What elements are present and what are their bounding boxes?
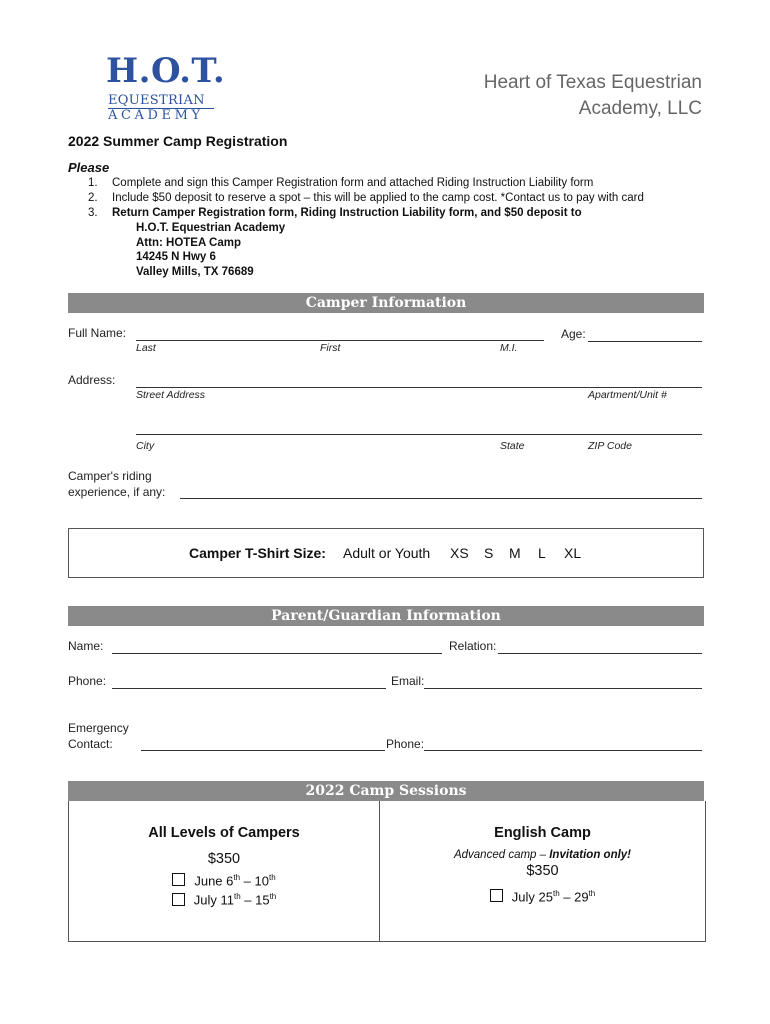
- full-name-field[interactable]: [136, 340, 544, 341]
- instruction-text: Complete and sign this Camper Registration form and attached Riding Instruction Liability form: [112, 177, 594, 189]
- instructions-list: [88, 176, 644, 221]
- riding-experience-field[interactable]: [180, 498, 702, 499]
- tshirt-group-label: Adult or Youth: [343, 545, 431, 561]
- checkbox[interactable]: [172, 893, 185, 906]
- instruction-number: 2.: [88, 192, 98, 204]
- relation-field[interactable]: [498, 653, 702, 654]
- english-camp-price: $350: [526, 863, 559, 879]
- session-date: July 11: [193, 892, 234, 908]
- city-caption: City: [136, 440, 155, 452]
- session-date: June 6: [194, 873, 234, 889]
- parent-phone-label: Phone:: [68, 674, 107, 688]
- session-option-english-july[interactable]: [380, 889, 705, 904]
- full-name-label: Full Name:: [68, 326, 127, 340]
- all-levels-price: $350: [207, 851, 241, 867]
- email-field[interactable]: [424, 688, 702, 689]
- instruction-text: Include $50 deposit to reserve a spot – this will be applied to the camp cost. *Contact us to pay with card: [112, 192, 644, 204]
- camper-info-heading: Camper Information: [68, 293, 704, 313]
- logo-equestrian-text: EQUESTRIAN: [108, 93, 205, 108]
- tshirt-size-xl[interactable]: XL: [564, 545, 582, 561]
- session-date-end: – 29: [559, 889, 589, 905]
- tshirt-size-xs[interactable]: XS: [450, 545, 469, 561]
- emergency-contact-label: [68, 720, 129, 752]
- emergency-phone-field[interactable]: [424, 750, 702, 751]
- logo-hot-text: H.O.T.: [106, 51, 226, 91]
- instruction-number: 3.: [88, 207, 98, 219]
- emergency-contact-field[interactable]: [141, 750, 385, 751]
- riding-experience-line2: experience, if any:: [68, 485, 166, 499]
- ordinal-suffix: th: [588, 889, 596, 898]
- all-levels-column: [69, 801, 379, 908]
- instruction-number: 1.: [88, 177, 98, 189]
- first-name-caption: First: [320, 342, 341, 354]
- instruction-item: [88, 206, 644, 221]
- ordinal-suffix: th: [268, 873, 276, 882]
- last-name-caption: Last: [136, 342, 156, 354]
- ordinal-suffix: th: [269, 892, 277, 902]
- address-line: 14245 N Hwy 6: [136, 251, 216, 263]
- apartment-caption: Apartment/Unit #: [588, 389, 667, 401]
- instruction-item: [88, 176, 644, 191]
- tshirt-size-s[interactable]: S: [484, 545, 494, 561]
- parent-name-label: Name:: [68, 639, 104, 653]
- street-address-field[interactable]: [136, 387, 702, 388]
- company-name-line2: Academy, LLC: [578, 98, 702, 119]
- session-option-june[interactable]: [69, 873, 379, 888]
- emergency-phone-label: Phone:: [386, 737, 425, 751]
- address-line: Attn: HOTEA Camp: [136, 236, 241, 249]
- checkbox[interactable]: [172, 873, 185, 886]
- address-line: H.O.T. Equestrian Academy: [136, 222, 286, 234]
- english-camp-note-plain: Advanced camp –: [453, 849, 550, 861]
- ordinal-suffix: th: [233, 892, 241, 902]
- english-camp-title: English Camp: [494, 825, 591, 841]
- age-label: Age:: [561, 327, 586, 341]
- ordinal-suffix: th: [552, 889, 560, 898]
- riding-experience-label: [68, 468, 165, 500]
- company-name: [402, 70, 702, 122]
- instruction-item: [88, 191, 644, 206]
- parent-name-field[interactable]: [112, 653, 442, 654]
- instruction-text: Return Camper Registration form, Riding Instruction Liability form, and $50 deposit to: [112, 207, 582, 219]
- mailing-address: [136, 221, 285, 279]
- city-state-zip-field[interactable]: [136, 434, 702, 435]
- address-label: Address:: [68, 373, 116, 387]
- english-camp-column: [380, 801, 705, 904]
- english-camp-note: [380, 849, 705, 861]
- zip-caption: ZIP Code: [588, 440, 632, 452]
- hot-logo: [106, 51, 226, 126]
- all-levels-title: All Levels of Campers: [148, 825, 300, 841]
- please-label: Please: [68, 160, 110, 175]
- tshirt-size-box: [68, 528, 704, 578]
- english-camp-note-bold: Invitation only!: [549, 849, 632, 861]
- emergency-contact-line1: Emergency: [68, 721, 129, 735]
- address-line: Valley Mills, TX 76689: [136, 265, 254, 278]
- tshirt-size-label: Camper T-Shirt Size:: [189, 545, 326, 561]
- tshirt-size-l[interactable]: L: [538, 545, 546, 561]
- street-address-caption: Street Address: [136, 389, 206, 401]
- checkbox[interactable]: [490, 889, 503, 902]
- age-field[interactable]: [588, 341, 702, 342]
- session-date-end: – 15: [240, 892, 270, 908]
- session-date: July 25: [511, 889, 553, 905]
- tshirt-size-m[interactable]: M: [509, 545, 521, 561]
- camp-sessions-table: [68, 801, 706, 942]
- session-date-end: – 10: [240, 873, 269, 889]
- middle-initial-caption: M.I.: [500, 342, 518, 354]
- session-option-july[interactable]: [69, 892, 379, 907]
- email-label: Email:: [391, 674, 425, 688]
- riding-experience-line1: Camper's riding: [68, 469, 152, 483]
- relation-label: Relation:: [449, 639, 497, 653]
- ordinal-suffix: th: [233, 873, 241, 882]
- parent-phone-field[interactable]: [112, 688, 386, 689]
- state-caption: State: [500, 440, 525, 452]
- company-name-line1: Heart of Texas Equestrian: [483, 72, 702, 93]
- camp-sessions-heading: 2022 Camp Sessions: [68, 781, 704, 801]
- logo-academy-text: ACADEMY: [108, 108, 204, 123]
- parent-info-heading: Parent/Guardian Information: [68, 606, 704, 626]
- registration-title: 2022 Summer Camp Registration: [68, 133, 288, 149]
- emergency-contact-line2: Contact:: [68, 737, 113, 751]
